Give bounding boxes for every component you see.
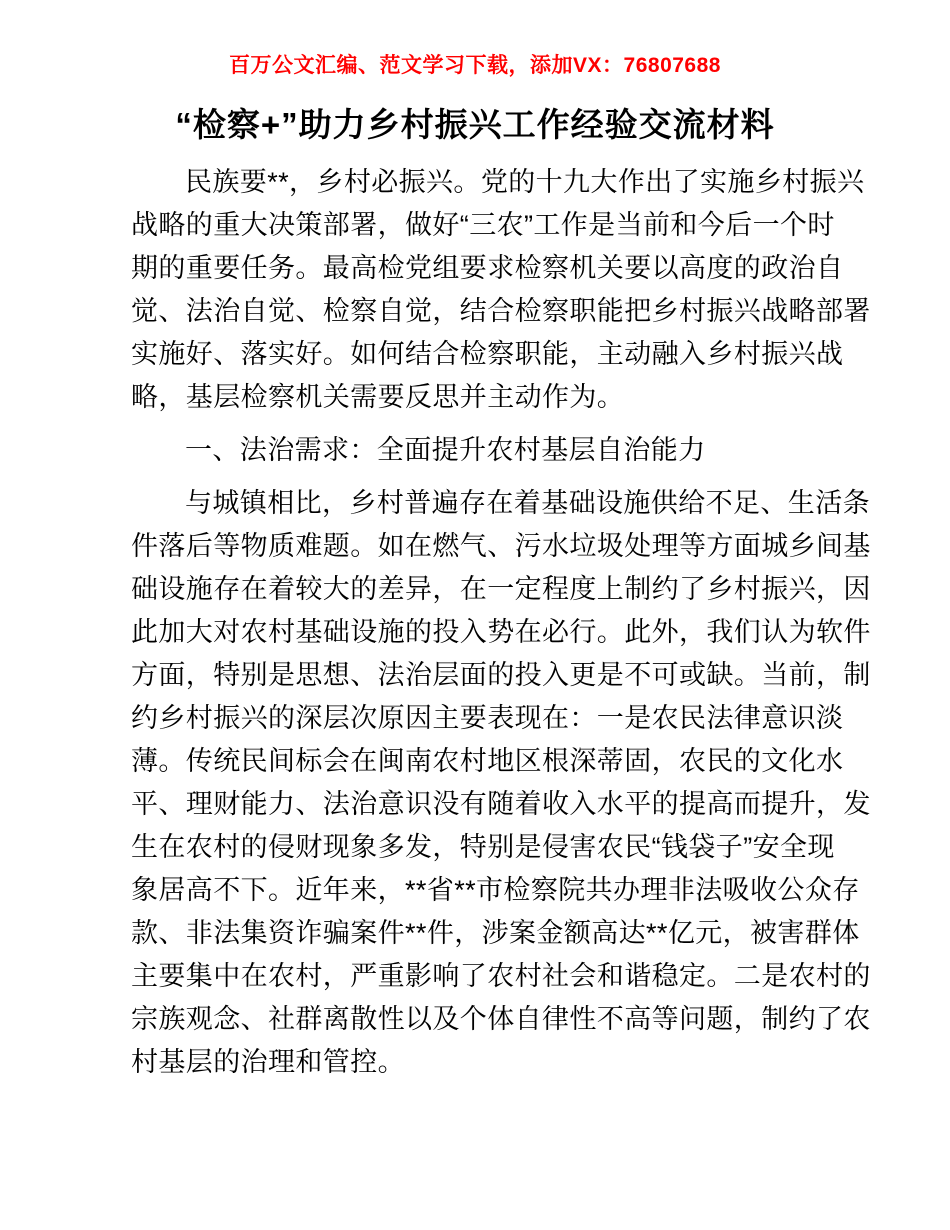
text-line: 略，基层检察机关需要反思并主动作为。	[131, 382, 625, 412]
text-line: 平、理财能力、法治意识没有随着收入水平的提高而提升，发	[131, 789, 871, 819]
text-line: 薄。传统民间标会在闽南农村地区根深蒂固，农民的文化水	[131, 746, 844, 776]
text-line: 觉、法治自觉、检察自觉，结合检察职能把乡村振兴战略部署	[131, 296, 871, 326]
section-heading-1: 一、法治需求：全面提升农村基层自治能力	[185, 435, 706, 465]
paragraph-2	[131, 482, 871, 1084]
paragraph-1	[131, 161, 871, 419]
text-line: 款、非法集资诈骗案件**件，涉案金额高达**亿元，被害群体	[131, 918, 860, 948]
promo-banner: 百万公文汇编、范文学习下载，添加VX：76807688	[229, 54, 721, 77]
text-line: 村基层的治理和管控。	[131, 1047, 405, 1077]
text-line: 此加大对农村基础设施的投入势在必行。此外，我们认为软件	[131, 617, 871, 647]
document-title: “检察+”助力乡村振兴工作经验交流材料	[175, 106, 775, 143]
text-line: 民族要**，乡村必振兴。党的十九大作出了实施乡村振兴	[185, 167, 865, 197]
text-line: 件落后等物质难题。如在燃气、污水垃圾处理等方面城乡间基	[131, 531, 871, 561]
document-body	[131, 161, 871, 1084]
text-line: 战略的重大决策部署，做好“三农”工作是当前和今后一个时	[131, 210, 835, 240]
text-line: 约乡村振兴的深层次原因主要表现在：一是农民法律意识淡	[131, 703, 844, 733]
text-line: 主要集中在农村，严重影响了农村社会和谐稳定。二是农村的	[131, 961, 871, 991]
text-line: 础设施存在着较大的差异，在一定程度上制约了乡村振兴，因	[131, 574, 871, 604]
text-line: 象居高不下。近年来，**省**市检察院共办理非法吸收公众存	[131, 875, 860, 905]
text-line: 方面，特别是思想、法治层面的投入更是不可或缺。当前，制	[131, 660, 871, 690]
text-line: 与城镇相比，乡村普遍存在着基础设施供给不足、生活条	[185, 488, 870, 518]
text-line: 期的重要任务。最高检党组要求检察机关要以高度的政治自	[131, 253, 844, 283]
text-line: 实施好、落实好。如何结合检察职能，主动融入乡村振兴战	[131, 339, 844, 369]
text-line: 宗族观念、社群离散性以及个体自律性不高等问题，制约了农	[131, 1004, 871, 1034]
text-line: 生在农村的侵财现象多发，特别是侵害农民“钱袋子”安全现	[131, 832, 835, 862]
